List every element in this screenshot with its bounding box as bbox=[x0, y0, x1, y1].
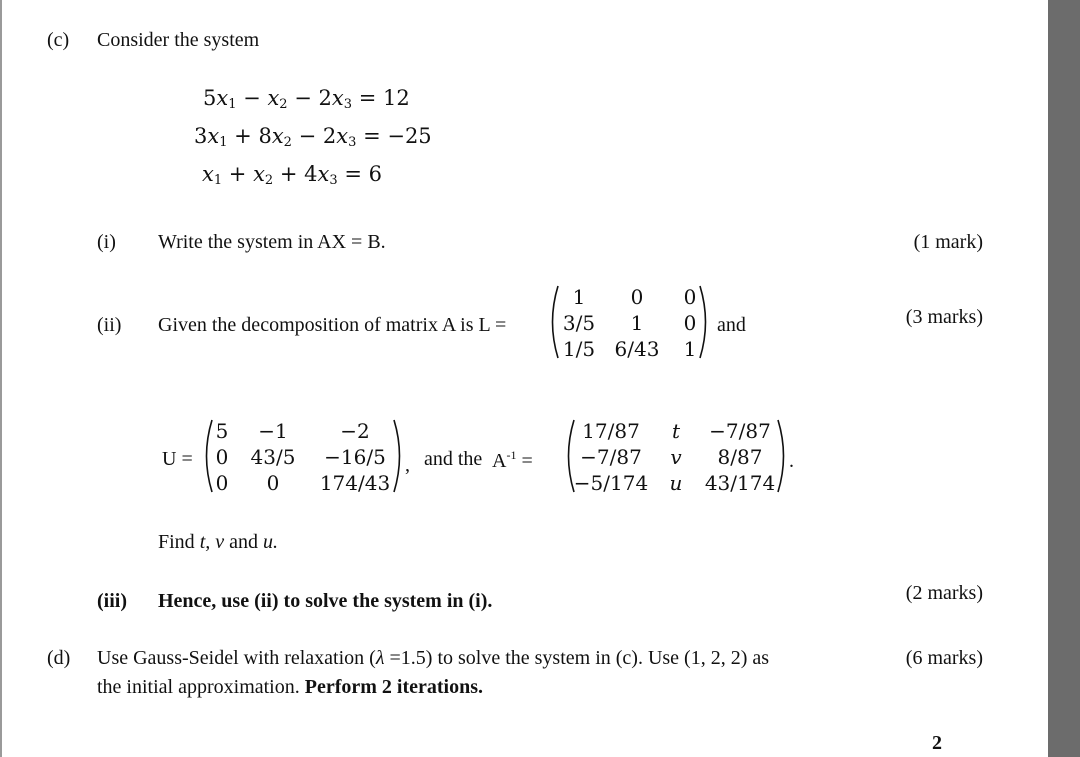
equation-subscript: 3 bbox=[348, 135, 357, 150]
equation-coefficient: 3 bbox=[194, 124, 208, 148]
equation-subscript: 3 bbox=[329, 173, 338, 188]
equation-subscript: 2 bbox=[264, 173, 274, 188]
equation-subscript: 2 bbox=[283, 135, 292, 150]
matrix-Ainv-period: . bbox=[789, 450, 794, 472]
part-d-line-1-end: =1.5) to solve the system in (c). Use (1, 2, 2) as bbox=[384, 647, 770, 669]
equation-rhs: = 6 bbox=[337, 162, 382, 186]
matrix-Ainv-cell: u bbox=[669, 471, 683, 495]
matrix-Ainv-cell: −5/174 bbox=[573, 471, 649, 495]
find-vars: t, v bbox=[199, 531, 225, 553]
equation-1 bbox=[203, 88, 410, 111]
matrix-Ainv-label bbox=[492, 449, 533, 471]
equation-subscript: 3 bbox=[343, 97, 353, 112]
matrix-Ainv-cell: 43/174 bbox=[704, 471, 776, 495]
part-d-line-2 bbox=[97, 677, 483, 697]
equation-coefficient: 8 bbox=[258, 124, 272, 148]
equation-rhs: = 12 bbox=[352, 86, 410, 110]
and-the-text: and the bbox=[424, 448, 483, 470]
matrix-Ainv-cell: v bbox=[670, 445, 682, 469]
equation-subscript: 2 bbox=[279, 97, 288, 112]
matrix-Ainv-right-paren bbox=[776, 418, 790, 494]
part-d-line-2-start: the initial approximation. bbox=[97, 676, 300, 698]
equation-coefficient: 2 bbox=[318, 86, 332, 110]
equation-variable: x bbox=[331, 86, 344, 110]
equation-operator: + bbox=[273, 162, 305, 186]
equation-variable: x bbox=[336, 124, 349, 148]
equation-coefficient: 4 bbox=[304, 162, 318, 186]
sub-iii-text: Hence, use (ii) to solve the system in (i). bbox=[158, 590, 493, 612]
matrix-L-cell: 1 bbox=[572, 285, 586, 309]
matrix-Ainv-cell: −7/87 bbox=[709, 419, 771, 443]
matrix-L-cell: 0 bbox=[630, 285, 644, 309]
matrix-U-comma: , bbox=[405, 454, 410, 476]
part-d-line-2-bold: Perform 2 iterations. bbox=[304, 676, 483, 698]
matrix-L-cell: 0 bbox=[683, 311, 697, 335]
sub-i-text: Write the system in AX = B. bbox=[158, 231, 386, 253]
part-d-marks: (6 marks) bbox=[905, 647, 983, 669]
matrix-L-left-paren bbox=[546, 284, 560, 360]
sub-i-marks: (1 mark) bbox=[913, 231, 983, 253]
matrix-Ainv-cell: 17/87 bbox=[582, 419, 640, 443]
matrix-L-cell: 0 bbox=[683, 285, 697, 309]
equation-variable: x bbox=[253, 162, 265, 186]
matrix-L-cell: 1 bbox=[683, 337, 697, 361]
find-and: and bbox=[229, 531, 259, 553]
sub-ii-and: and bbox=[717, 314, 746, 336]
viewer-scrollbar[interactable] bbox=[1048, 0, 1080, 757]
find-text bbox=[158, 532, 278, 552]
matrix-L-right-paren bbox=[698, 284, 712, 360]
matrix-U-right-paren bbox=[392, 418, 406, 494]
sub-iii-marks: (2 marks) bbox=[905, 582, 983, 604]
matrix-U-cell: 0 bbox=[215, 471, 229, 495]
equation-variable: x bbox=[202, 162, 214, 186]
page-number: 2 bbox=[932, 732, 942, 754]
equation-operator: + bbox=[222, 162, 254, 186]
part-c-label: (c) bbox=[47, 29, 70, 51]
part-d-line-1-start: Use Gauss-Seidel with relaxation ( bbox=[97, 647, 376, 669]
matrix-U-cell: 0 bbox=[266, 471, 280, 495]
matrix-Ainv-superscript: -1 bbox=[506, 448, 517, 462]
equation-rhs: = −25 bbox=[356, 124, 432, 148]
equation-operator: − bbox=[291, 124, 323, 148]
equation-3 bbox=[202, 164, 382, 187]
part-d-label: (d) bbox=[47, 647, 71, 669]
matrix-U-label: U = bbox=[162, 448, 193, 470]
matrix-L-cell: 1 bbox=[630, 311, 644, 335]
matrix-Ainv-cell: 8/87 bbox=[717, 445, 763, 469]
equation-2 bbox=[194, 126, 432, 149]
matrix-U-cell: 174/43 bbox=[319, 471, 391, 495]
equation-variable: x bbox=[271, 124, 284, 148]
sub-ii-text: Given the decomposition of matrix A is L = bbox=[158, 314, 507, 336]
matrix-U-cell: 43/5 bbox=[250, 445, 296, 469]
sub-iii-label: (iii) bbox=[97, 590, 127, 612]
equation-variable: x bbox=[216, 86, 229, 110]
page-left-edge bbox=[0, 0, 2, 757]
matrix-U-cell: −16/5 bbox=[324, 445, 386, 469]
equation-variable: x bbox=[207, 124, 220, 148]
part-d-line-1 bbox=[97, 648, 769, 668]
matrix-U-cell: −1 bbox=[258, 419, 288, 443]
matrix-Ainv-letter: A bbox=[492, 450, 507, 472]
equation-operator: − bbox=[287, 86, 319, 110]
matrix-L-cell: 1/5 bbox=[562, 337, 596, 361]
equation-subscript: 1 bbox=[213, 173, 223, 188]
matrix-Ainv-cell: t bbox=[671, 419, 681, 443]
sub-ii-label: (ii) bbox=[97, 314, 122, 336]
sub-ii-marks: (3 marks) bbox=[905, 306, 983, 328]
equation-variable: x bbox=[267, 86, 280, 110]
lambda-symbol: λ bbox=[375, 647, 385, 669]
find-prefix: Find bbox=[158, 531, 195, 553]
matrix-Ainv-equals: = bbox=[516, 450, 533, 472]
equation-operator: + bbox=[227, 124, 259, 148]
equation-coefficient: 2 bbox=[322, 124, 337, 148]
matrix-U-cell: 0 bbox=[215, 445, 229, 469]
equation-variable: x bbox=[317, 162, 330, 186]
sub-i-label: (i) bbox=[97, 231, 116, 253]
equation-coefficient: 5 bbox=[203, 86, 217, 110]
part-c-intro: Consider the system bbox=[97, 29, 260, 51]
matrix-Ainv-cell: −7/87 bbox=[580, 445, 642, 469]
matrix-U-cell: −2 bbox=[340, 419, 370, 443]
equation-subscript: 1 bbox=[228, 97, 237, 112]
matrix-U-cell: 5 bbox=[215, 419, 229, 443]
equation-subscript: 1 bbox=[219, 135, 228, 150]
matrix-L-cell: 3/5 bbox=[562, 311, 596, 335]
find-last: u. bbox=[263, 531, 279, 553]
matrix-L-cell: 6/43 bbox=[614, 337, 660, 361]
equation-operator: − bbox=[236, 86, 268, 110]
